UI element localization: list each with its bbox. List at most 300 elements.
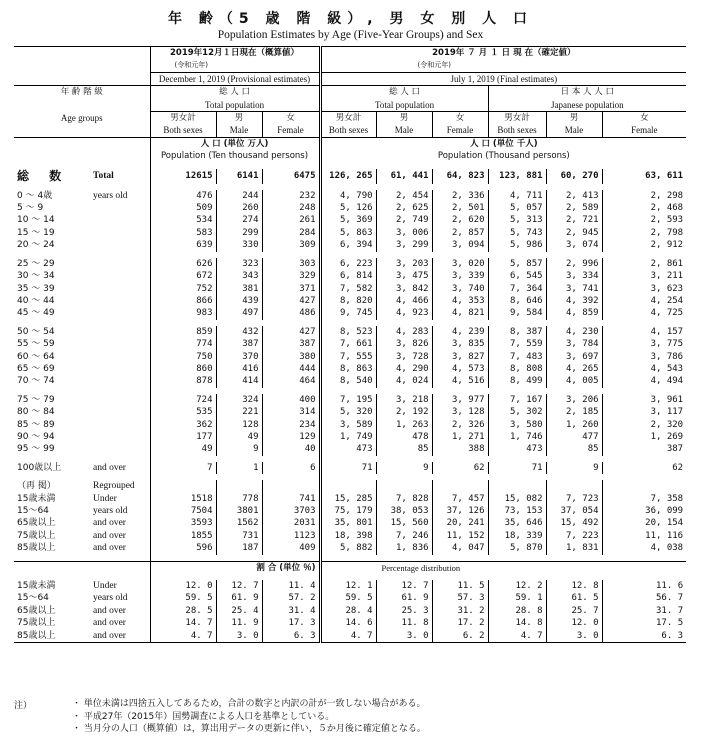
value-cell: 3, 218: [376, 394, 432, 406]
value-cell: 15, 082: [488, 493, 546, 505]
value-cell: 750: [150, 351, 216, 363]
value-cell: 497: [216, 307, 262, 319]
value-cell: 28. 5: [150, 605, 216, 617]
value-cell: 4, 790: [320, 190, 376, 202]
value-cell: 639: [150, 239, 216, 251]
age-label-en: [90, 270, 150, 282]
date1-era: (令和元年): [150, 59, 320, 72]
value-cell: 596: [150, 542, 216, 554]
age-label-jp: 25 ～ 29: [17, 258, 55, 269]
value-cell: 15, 285: [320, 493, 376, 505]
age-label-en: [90, 443, 150, 455]
value-cell: 12. 1: [320, 580, 376, 592]
value-cell: 221: [216, 406, 262, 418]
value-cell: 1562: [216, 517, 262, 529]
value-cell: 56. 7: [602, 592, 686, 604]
age-label-jp: 100歳以上: [17, 462, 62, 473]
value-cell: 4, 047: [432, 542, 488, 554]
date1-en: December 1, 2019 (Provisional estimates): [150, 72, 320, 85]
page-title: 年 齢（5 歳 階 級）, 男 女 別 人 口: [168, 11, 533, 27]
value-cell: 37, 126: [432, 505, 488, 517]
age-label-jp: 65歳以上: [17, 605, 56, 616]
value-cell: 18, 398: [320, 530, 376, 542]
value-cell: 724: [150, 394, 216, 406]
value-cell: 274: [216, 214, 262, 226]
age-label-jp: 80 ～ 84: [17, 407, 55, 418]
unit1-jp: 人 口 (単位 万人): [150, 137, 320, 150]
age-label-en: and over: [93, 630, 126, 641]
age-label-jp: 40 ～ 44: [17, 295, 55, 306]
value-cell: 9: [216, 443, 262, 455]
value-cell: 15, 492: [546, 517, 602, 529]
value-cell: 2, 625: [376, 202, 432, 214]
value-cell: 2, 454: [376, 190, 432, 202]
value-cell: 128: [216, 419, 262, 431]
value-cell: 343: [216, 270, 262, 282]
age-label-jp: 15歳未満: [17, 493, 56, 504]
value-cell: 324: [216, 394, 262, 406]
value-cell: 432: [216, 326, 262, 338]
value-cell: 4, 353: [432, 295, 488, 307]
value-cell: 3, 623: [602, 283, 686, 295]
value-cell: 17. 2: [432, 617, 488, 629]
table-row: [14, 580, 686, 592]
age-label-jp: 85歳以上: [17, 543, 56, 554]
table-row: [14, 258, 686, 270]
col-both-jp: 男女計: [320, 112, 376, 125]
value-cell: 4, 024: [376, 375, 432, 387]
value-cell: 7, 167: [488, 394, 546, 406]
value-cell: 12615: [150, 169, 216, 184]
value-cell: 2, 861: [602, 258, 686, 270]
value-cell: 20, 154: [602, 517, 686, 529]
value-cell: 8, 808: [488, 363, 546, 375]
value-cell: 7, 223: [546, 530, 602, 542]
table-row: [14, 493, 686, 505]
col-female-en: Female: [262, 124, 320, 137]
value-cell: 3, 786: [602, 351, 686, 363]
value-cell: 3, 206: [546, 394, 602, 406]
value-cell: 73, 153: [488, 505, 546, 517]
value-cell: 381: [216, 283, 262, 295]
value-cell: 5, 857: [488, 258, 546, 270]
total-pop-en-2: Total population: [320, 99, 488, 112]
table-row: [14, 338, 686, 350]
date2-header: 2019年 ７ 月 １ 日 現 在（確定値）: [320, 47, 686, 60]
value-cell: 3, 475: [376, 270, 432, 282]
value-cell: 1: [216, 462, 262, 474]
value-cell: 17. 5: [602, 617, 686, 629]
age-label-en: and over: [93, 462, 126, 473]
value-cell: 4, 573: [432, 363, 488, 375]
value-cell: 509: [150, 202, 216, 214]
value-cell: 387: [602, 443, 686, 455]
value-cell: 3, 740: [432, 283, 488, 295]
table-row: [14, 295, 686, 307]
age-label-jp: 90 ～ 94: [17, 431, 55, 442]
value-cell: 3, 334: [546, 270, 602, 282]
notes-label: 注）: [14, 701, 33, 711]
age-label-en: and over: [93, 530, 126, 541]
value-cell: 9, 584: [488, 307, 546, 319]
age-label-jp: 総 数: [17, 168, 70, 183]
value-cell: 8, 499: [488, 375, 546, 387]
value-cell: 3, 977: [432, 394, 488, 406]
value-cell: 2, 589: [546, 202, 602, 214]
value-cell: 3, 697: [546, 351, 602, 363]
col-both-en: Both sexes: [150, 124, 216, 137]
value-cell: 3, 128: [432, 406, 488, 418]
value-cell: 2, 945: [546, 227, 602, 239]
value-cell: 12. 2: [488, 580, 546, 592]
value-cell: 1, 836: [376, 542, 432, 554]
value-cell: 464: [262, 375, 320, 387]
value-cell: 4, 157: [602, 326, 686, 338]
table-row: [14, 517, 686, 529]
age-label-en: and over: [93, 518, 126, 529]
value-cell: 859: [150, 326, 216, 338]
value-cell: 6. 2: [432, 630, 488, 643]
col-both-jp: 男女計: [488, 112, 546, 125]
value-cell: 31. 4: [262, 605, 320, 617]
value-cell: 371: [262, 283, 320, 295]
table-row: [14, 592, 686, 604]
col-male-en: Male: [216, 124, 262, 137]
value-cell: 25. 3: [376, 605, 432, 617]
population-table: [14, 46, 686, 643]
value-cell: 14. 8: [488, 617, 546, 629]
value-cell: 5, 320: [320, 406, 376, 418]
value-cell: 866: [150, 295, 216, 307]
value-cell: 4, 283: [376, 326, 432, 338]
value-cell: 400: [262, 394, 320, 406]
value-cell: 57. 3: [432, 592, 488, 604]
col-male-en: Male: [546, 124, 602, 137]
value-cell: 3, 784: [546, 338, 602, 350]
col-female-en: Female: [602, 124, 686, 137]
value-cell: 6, 394: [320, 239, 376, 251]
value-cell: 535: [150, 406, 216, 418]
value-cell: 7, 582: [320, 283, 376, 295]
total-pop-jp-1: 総 人 口: [150, 86, 320, 99]
value-cell: 7: [150, 462, 216, 474]
table-row: [14, 530, 686, 542]
value-cell: 9: [546, 462, 602, 474]
value-cell: 2, 996: [546, 258, 602, 270]
value-cell: 17. 3: [262, 617, 320, 629]
value-cell: 380: [262, 351, 320, 363]
age-label-en: [90, 283, 150, 295]
age-label-en: Under: [93, 581, 117, 592]
value-cell: 7, 559: [488, 338, 546, 350]
value-cell: 6: [262, 462, 320, 474]
value-cell: 477: [546, 431, 602, 443]
value-cell: 284: [262, 227, 320, 239]
value-cell: 2, 721: [546, 214, 602, 226]
value-cell: 7, 358: [602, 493, 686, 505]
value-cell: 3. 0: [216, 630, 262, 643]
age-label-en: [90, 351, 150, 363]
value-cell: 5, 986: [488, 239, 546, 251]
table-row: [14, 239, 686, 251]
value-cell: 387: [262, 338, 320, 350]
unit1-en: Population (Ten thousand persons): [150, 150, 320, 162]
age-label-jp: 15～64: [17, 506, 49, 516]
value-cell: 6. 3: [262, 630, 320, 643]
age-label-jp: 75 ～ 79: [17, 394, 55, 405]
value-cell: 362: [150, 419, 216, 431]
value-cell: 3, 835: [432, 338, 488, 350]
value-cell: 778: [216, 493, 262, 505]
value-cell: 85: [376, 443, 432, 455]
date2-era: (令和元年): [320, 59, 686, 72]
value-cell: 3, 094: [432, 239, 488, 251]
age-label-en: [90, 307, 150, 319]
value-cell: 15, 560: [376, 517, 432, 529]
value-cell: 4, 392: [546, 295, 602, 307]
value-cell: 11. 8: [376, 617, 432, 629]
value-cell: 3, 117: [602, 406, 686, 418]
value-cell: 3, 728: [376, 351, 432, 363]
value-cell: 4, 239: [432, 326, 488, 338]
value-cell: 12. 0: [150, 580, 216, 592]
value-cell: 741: [262, 493, 320, 505]
value-cell: 3, 020: [432, 258, 488, 270]
table-row: [14, 190, 686, 202]
value-cell: 234: [262, 419, 320, 431]
age-label-jp: 70 ～ 74: [17, 376, 55, 387]
value-cell: 427: [262, 295, 320, 307]
value-cell: 4, 038: [602, 542, 686, 554]
value-cell: 2, 468: [602, 202, 686, 214]
age-label-jp: 65歳以上: [17, 518, 56, 529]
value-cell: 8, 523: [320, 326, 376, 338]
value-cell: 2, 320: [602, 419, 686, 431]
age-label-en: [90, 419, 150, 431]
value-cell: 61. 9: [376, 592, 432, 604]
value-cell: 4, 494: [602, 375, 686, 387]
col-male-jp: 男: [546, 112, 602, 125]
value-cell: 5, 126: [320, 202, 376, 214]
value-cell: 4, 290: [376, 363, 432, 375]
value-cell: 1, 831: [546, 542, 602, 554]
japanese-pop-jp: 日 本 人 人 口: [488, 86, 686, 99]
value-cell: 4, 923: [376, 307, 432, 319]
pct-unit-jp: 割 合 (単位 ％): [150, 561, 320, 574]
value-cell: 4, 254: [602, 295, 686, 307]
value-cell: 4, 711: [488, 190, 546, 202]
value-cell: 14. 6: [320, 617, 376, 629]
value-cell: 4, 265: [546, 363, 602, 375]
value-cell: 8, 387: [488, 326, 546, 338]
col-female-jp: 女: [432, 112, 488, 125]
value-cell: 3, 775: [602, 338, 686, 350]
value-cell: 2, 336: [432, 190, 488, 202]
table-row: [14, 419, 686, 431]
col-both-en: Both sexes: [320, 124, 376, 137]
value-cell: 6, 223: [320, 258, 376, 270]
value-cell: 3, 339: [432, 270, 488, 282]
table-row: [14, 307, 686, 319]
age-label-jp: 15 ～ 19: [17, 227, 55, 238]
value-cell: 3. 0: [376, 630, 432, 643]
value-cell: 4, 005: [546, 375, 602, 387]
col-both-jp: 男女計: [150, 112, 216, 125]
value-cell: 476: [150, 190, 216, 202]
value-cell: 5, 863: [320, 227, 376, 239]
value-cell: 3, 006: [376, 227, 432, 239]
note-line: ・ 平成27年（2015年）国勢調査による人口を基準としている。: [72, 711, 335, 722]
value-cell: 2, 185: [546, 406, 602, 418]
value-cell: 244: [216, 190, 262, 202]
value-cell: 388: [432, 443, 488, 455]
value-cell: 9: [376, 462, 432, 474]
value-cell: 7, 246: [376, 530, 432, 542]
value-cell: 12. 7: [376, 580, 432, 592]
value-cell: 3, 827: [432, 351, 488, 363]
table-row: [14, 363, 686, 375]
col-both-en: Both sexes: [488, 124, 546, 137]
value-cell: 1, 260: [546, 419, 602, 431]
value-cell: 75, 179: [320, 505, 376, 517]
col-male-jp: 男: [216, 112, 262, 125]
value-cell: 427: [262, 326, 320, 338]
value-cell: 38, 053: [376, 505, 432, 517]
value-cell: 3, 842: [376, 283, 432, 295]
age-label-en: and over: [93, 543, 126, 554]
value-cell: 1123: [262, 530, 320, 542]
value-cell: 25. 4: [216, 605, 262, 617]
age-label-en: [90, 375, 150, 387]
table-row: [14, 406, 686, 418]
age-label-jp: 75歳以上: [17, 618, 56, 629]
value-cell: 64, 823: [432, 169, 488, 184]
unit2-jp: 人 口 (単位 千人): [320, 137, 686, 150]
value-cell: 303: [262, 258, 320, 270]
age-label-jp: 5 ～ 9: [17, 203, 44, 214]
table-row: [14, 630, 686, 643]
value-cell: 4, 821: [432, 307, 488, 319]
value-cell: 35, 646: [488, 517, 546, 529]
value-cell: 6141: [216, 169, 262, 184]
value-cell: 4, 230: [546, 326, 602, 338]
value-cell: 3, 741: [546, 283, 602, 295]
table-row: [14, 227, 686, 239]
value-cell: 534: [150, 214, 216, 226]
age-label-en: [90, 431, 150, 443]
value-cell: 439: [216, 295, 262, 307]
age-label-jp: 85歳以上: [17, 630, 56, 641]
value-cell: 35, 801: [320, 517, 376, 529]
value-cell: 4. 7: [488, 630, 546, 643]
value-cell: 11. 5: [432, 580, 488, 592]
total-pop-en-1: Total population: [150, 99, 320, 112]
table-row: [14, 605, 686, 617]
age-label-en: and over: [93, 605, 126, 616]
age-label-jp: 85 ～ 89: [17, 419, 55, 430]
value-cell: 323: [216, 258, 262, 270]
col-male-en: Male: [376, 124, 432, 137]
age-groups-en: Age groups: [60, 112, 103, 123]
value-cell: 1, 749: [320, 431, 376, 443]
age-label-en: years old: [93, 506, 128, 516]
age-label-jp: 20 ～ 24: [17, 240, 55, 251]
value-cell: 5, 302: [488, 406, 546, 418]
value-cell: 486: [262, 307, 320, 319]
value-cell: 878: [150, 375, 216, 387]
age-label-en: [90, 394, 150, 406]
regrouped-label-jp: （再 掲）: [17, 481, 56, 492]
age-label-jp: 60 ～ 64: [17, 351, 55, 362]
age-label-jp: 65 ～ 69: [17, 363, 55, 374]
value-cell: 60, 270: [546, 169, 602, 184]
value-cell: 1518: [150, 493, 216, 505]
value-cell: 1, 746: [488, 431, 546, 443]
age-label-jp: 50 ～ 54: [17, 326, 55, 337]
header-date-row: [14, 47, 686, 60]
value-cell: 731: [216, 530, 262, 542]
value-cell: 62: [432, 462, 488, 474]
value-cell: 409: [262, 542, 320, 554]
value-cell: 31. 2: [432, 605, 488, 617]
value-cell: 59. 1: [488, 592, 546, 604]
value-cell: 25. 7: [546, 605, 602, 617]
value-cell: 6. 3: [602, 630, 686, 643]
value-cell: 18, 339: [488, 530, 546, 542]
value-cell: 1, 263: [376, 419, 432, 431]
value-cell: 126, 265: [320, 169, 376, 184]
value-cell: 2, 326: [432, 419, 488, 431]
value-cell: 2, 593: [602, 214, 686, 226]
value-cell: 752: [150, 283, 216, 295]
total-row: [14, 169, 686, 184]
value-cell: 3, 074: [546, 239, 602, 251]
col-female-jp: 女: [602, 112, 686, 125]
value-cell: 71: [488, 462, 546, 474]
table-row: [14, 542, 686, 554]
value-cell: 1, 269: [602, 431, 686, 443]
value-cell: 3801: [216, 505, 262, 517]
age-label-en: [90, 258, 150, 270]
value-cell: 330: [216, 239, 262, 251]
age-label-jp: 75歳以上: [17, 530, 56, 541]
table-row: [14, 326, 686, 338]
value-cell: 11, 116: [602, 530, 686, 542]
japanese-pop-en: Japanese population: [488, 99, 686, 112]
age-label-en: Under: [93, 493, 117, 504]
value-cell: 31. 7: [602, 605, 686, 617]
table-row: [14, 505, 686, 517]
value-cell: 7, 195: [320, 394, 376, 406]
value-cell: 3, 589: [320, 419, 376, 431]
age-label-en: [90, 202, 150, 214]
value-cell: 7, 457: [432, 493, 488, 505]
value-cell: 2, 501: [432, 202, 488, 214]
table-row: [14, 202, 686, 214]
value-cell: 14. 7: [150, 617, 216, 629]
value-cell: 314: [262, 406, 320, 418]
value-cell: 187: [216, 542, 262, 554]
value-cell: 248: [262, 202, 320, 214]
value-cell: 444: [262, 363, 320, 375]
value-cell: 12. 7: [216, 580, 262, 592]
value-cell: 1, 271: [432, 431, 488, 443]
value-cell: 6475: [262, 169, 320, 184]
value-cell: 57. 2: [262, 592, 320, 604]
age-label-jp: 35 ～ 39: [17, 283, 55, 294]
age-label-en: and over: [93, 618, 126, 629]
age-label-en: years old: [93, 190, 128, 201]
